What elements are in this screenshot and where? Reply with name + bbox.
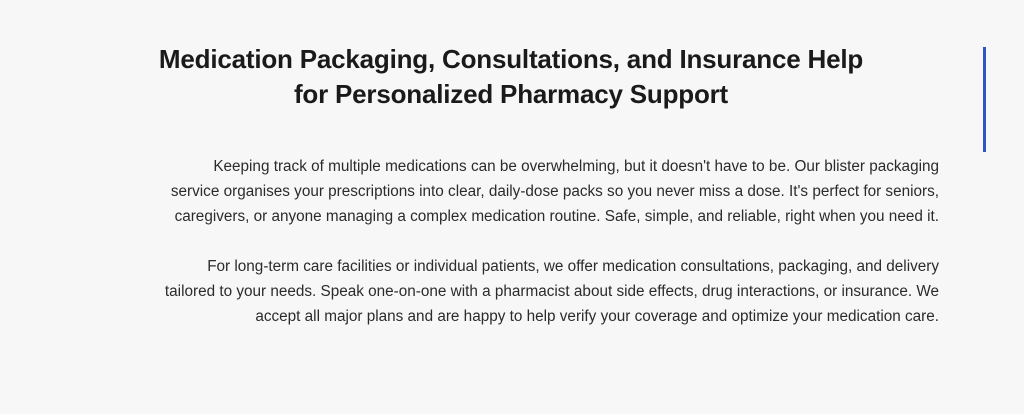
body-paragraph-1: Keeping track of multiple medications can be overwhelming, but it doesn't have to be. Our blister packaging service organises your prescriptions into clear, daily-dose packs so you never miss a dose. It's perfect for seniors, caregivers, or anyone managing a complex medication routine. Safe, simple, and reliable, right when you need it.	[170, 158, 939, 225]
page-title-line-2: for Personalized Pharmacy Support	[293, 78, 729, 109]
body-text-block	[85, 155, 939, 330]
page-title	[85, 42, 939, 111]
body-paragraph-2: For long-term care facilities or individual patients, we offer medication consultations, packaging, and delivery tailored to your needs. Speak one-on-one with a pharmacist about side effects, drug interactions, or insurance. We accept all major plans and are happy to help verify your coverage and optimize your medication care.	[164, 258, 939, 325]
page-title-line-1: Medication Packaging, Consultations, and Insurance Help	[158, 44, 864, 74]
